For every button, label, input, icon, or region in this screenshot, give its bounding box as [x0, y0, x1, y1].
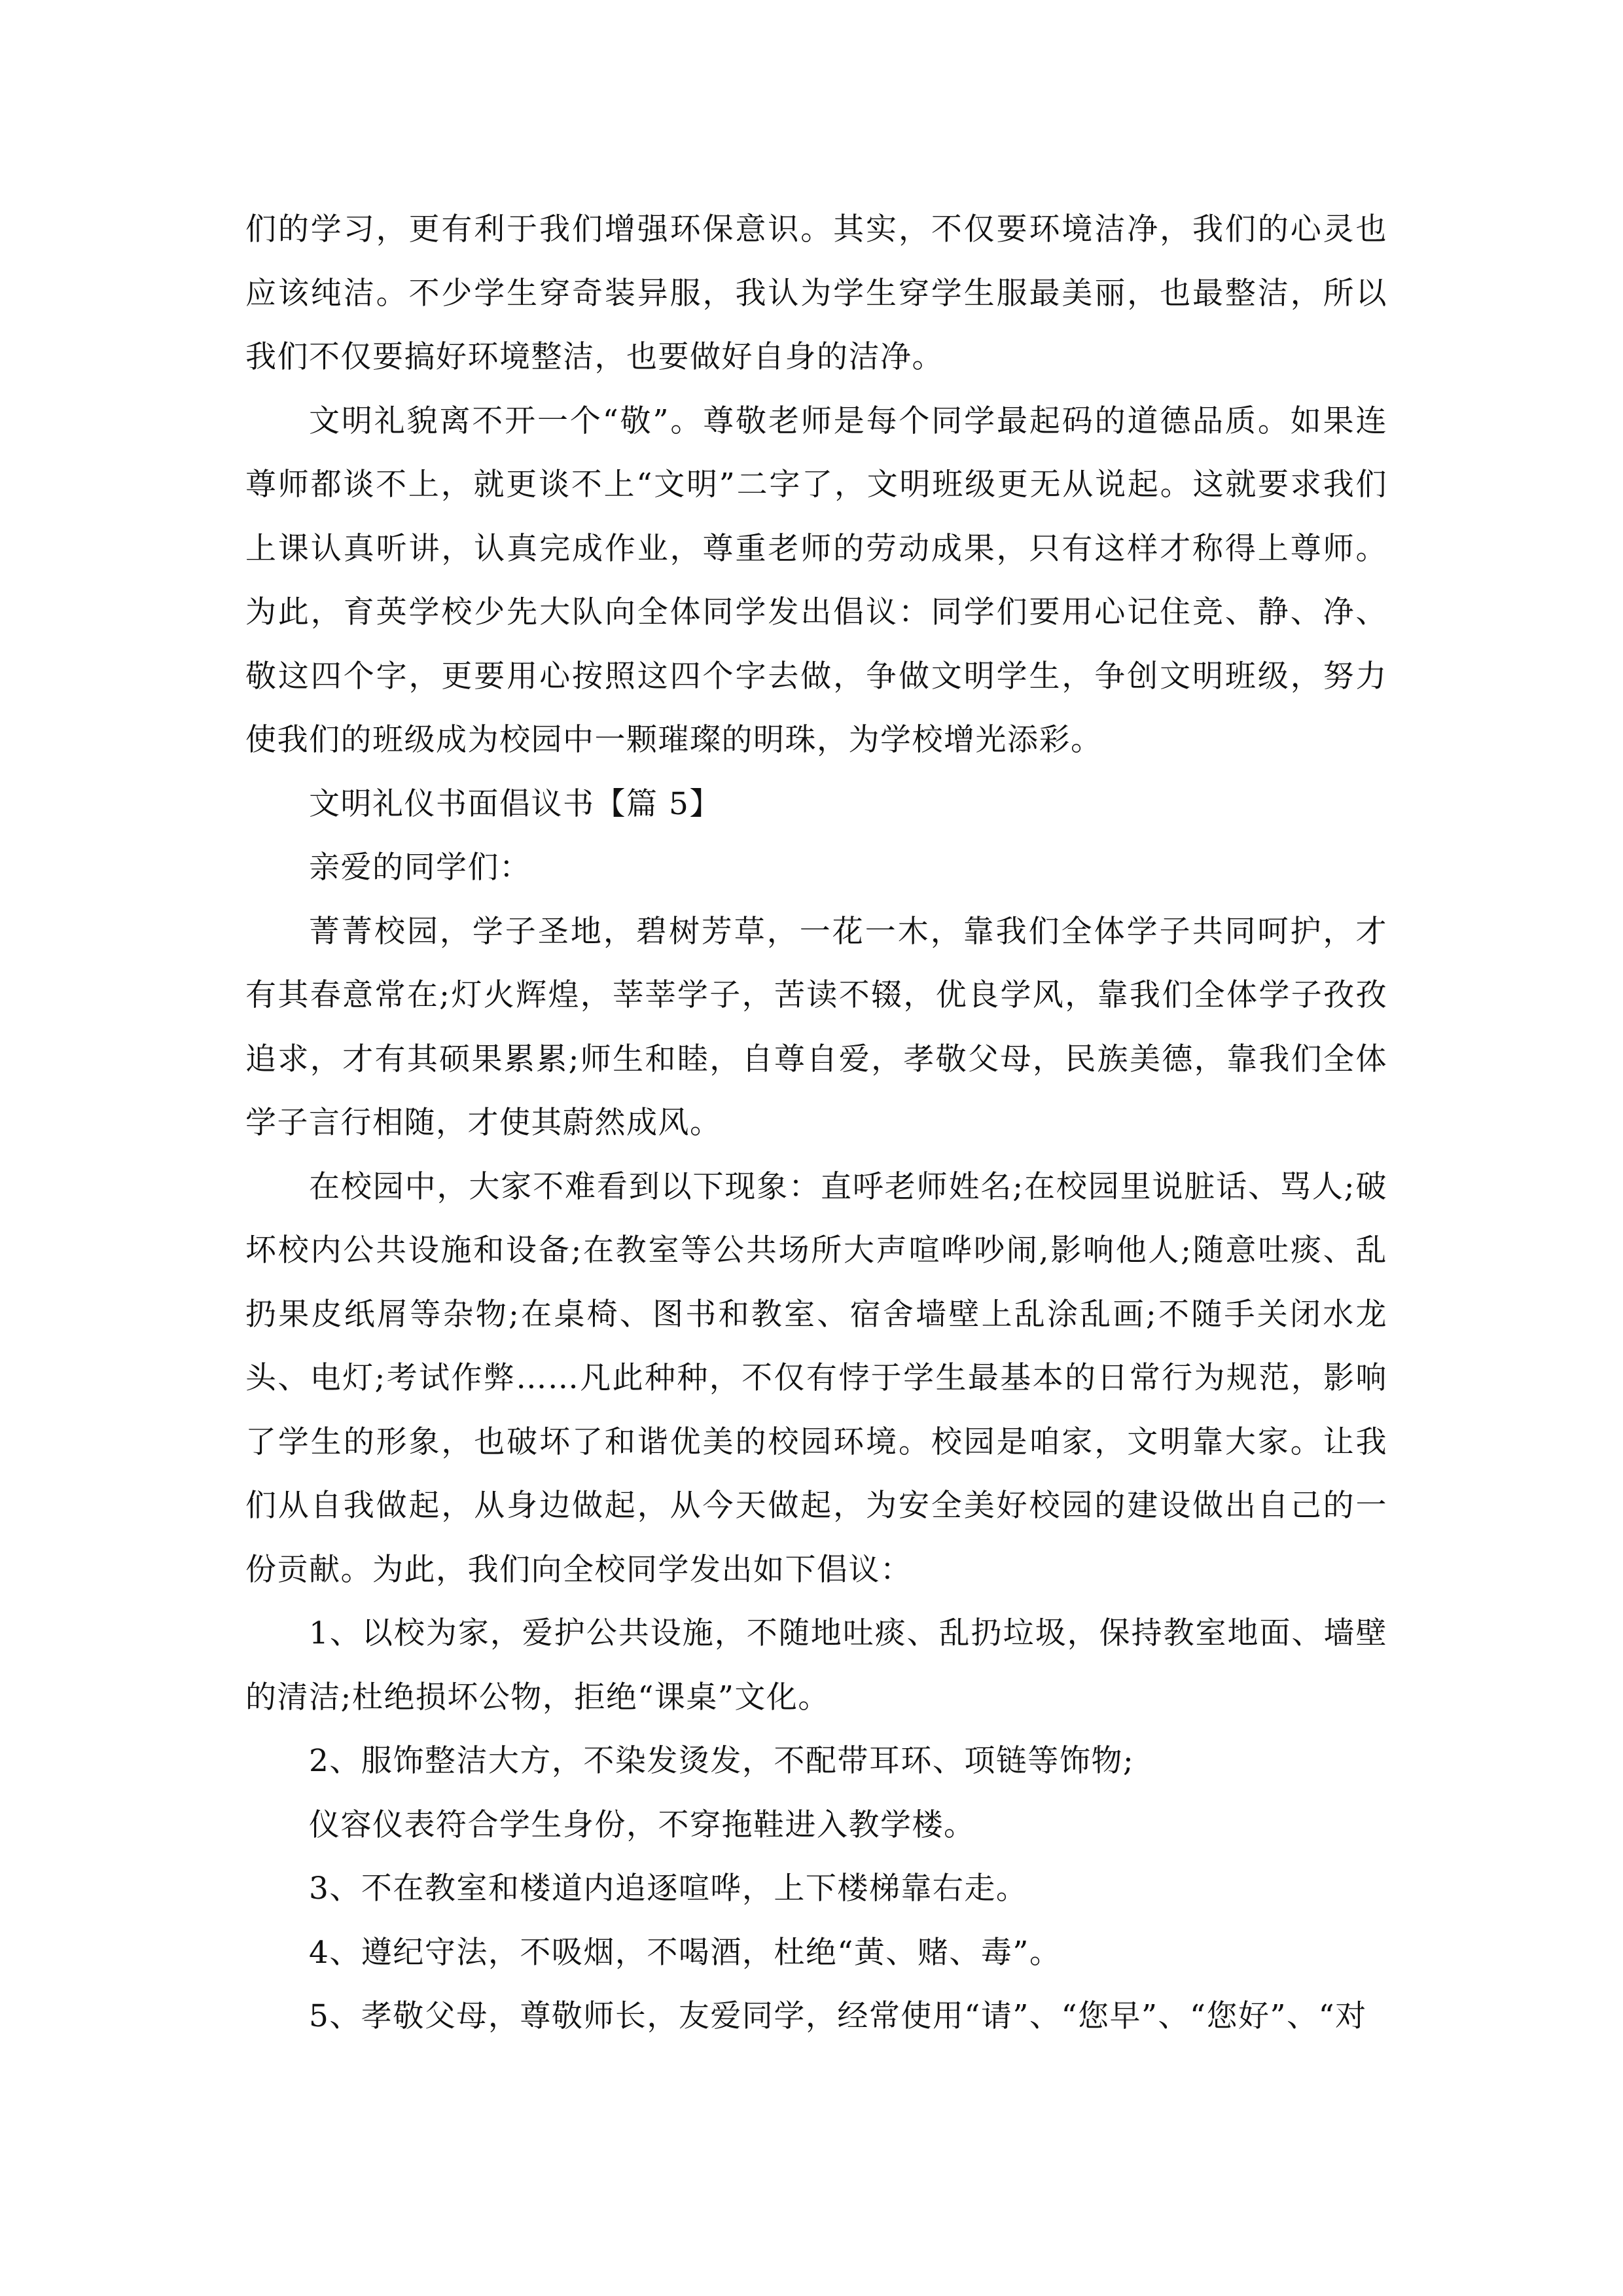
proposal-item-1: 1、以校为家，爱护公共设施，不随地吐痰、乱扔垃圾，保持教室地面、墙壁的清洁;杜绝损坏公物，拒绝“课桌”文化。 [245, 1615, 1387, 1715]
paragraph-intro: 菁菁校园，学子圣地，碧树芳草，一花一木，靠我们全体学子共同呵护，才有其春意常在;灯火辉煌，莘莘学子，苦读不辍，优良学风，靠我们全体学子孜孜追求，才有其硕果累累;师生和睦，自尊自爱，孝敬父母，民族美德，靠我们全体学子言行相随，才使其蔚然成风。 [245, 913, 1387, 1141]
salutation: 亲爱的同学们： [309, 850, 531, 886]
proposal-item-5: 5、孝敬父母，尊敬师长，友爱同学，经常使用“请”、“您早”、“您好”、“对 [309, 1998, 1367, 2034]
proposal-item-2: 2、服饰整洁大方，不染发烫发，不配带耳环、项链等饰物; [309, 1743, 1135, 1779]
proposal-item-3: 3、不在教室和楼道内追逐喧哗，上下楼梯靠右走。 [309, 1871, 1028, 1907]
proposal-item-4: 4、遵纪守法，不吸烟，不喝酒，杜绝“黄、赌、毒”。 [309, 1934, 1061, 1971]
proposal-item-2-continued: 仪容仪表符合学生身份，不穿拖鞋进入教学楼。 [309, 1806, 976, 1843]
paragraph-continued: 们的学习，更有利于我们增强环保意识。其实，不仅要环境洁净，我们的心灵也应该纯洁。不少学生穿奇装异服，我认为学生穿学生服最美丽，也最整洁，所以我们不仅要搞好环境整洁，也要做好自身的洁净。 [245, 211, 1387, 375]
section-heading: 文明礼仪书面倡议书【篇 5】 [309, 785, 721, 822]
paragraph-phenomena: 在校园中，大家不难看到以下现象：直呼老师姓名;在校园里说脏话、骂人;破坏校内公共设施和设备;在教室等公共场所大声喧哗吵闹,影响他人;随意吐痰、乱扔果皮纸屑等杂物;在桌椅、图书和教室、宿舍墙壁上乱涂乱画;不随手关闭水龙头、电灯;考试作弊……凡此种种，不仅有悖于学生最基本的日常行为规范，影响了学生的形象，也破坏了和谐优美的校园环境。校园是咱家，文明靠大家。让我们从自我做起，从身边做起，从今天做起，为安全美好校园的建设做出自己的一份贡献。为此，我们向全校同学发出如下倡议： [245, 1168, 1387, 1588]
paragraph-respect: 文明礼貌离不开一个“敬”。尊敬老师是每个同学最起码的道德品质。如果连尊师都谈不上，就更谈不上“文明”二字了，文明班级更无从说起。这就要求我们上课认真听讲，认真完成作业，尊重老师的劳动成果，只有这样才称得上尊师。 为此，育英学校少先大队向全体同学发出倡议：同学们要用心记住竞、静、净、敬这四个字，更要用心按照这四个字去做，争做文明学生，争创文明班级，努力使我们的班级成为校园中一颗璀璨的明珠，为学校增光添彩。 [245, 403, 1387, 758]
document-body [245, 198, 1387, 2049]
